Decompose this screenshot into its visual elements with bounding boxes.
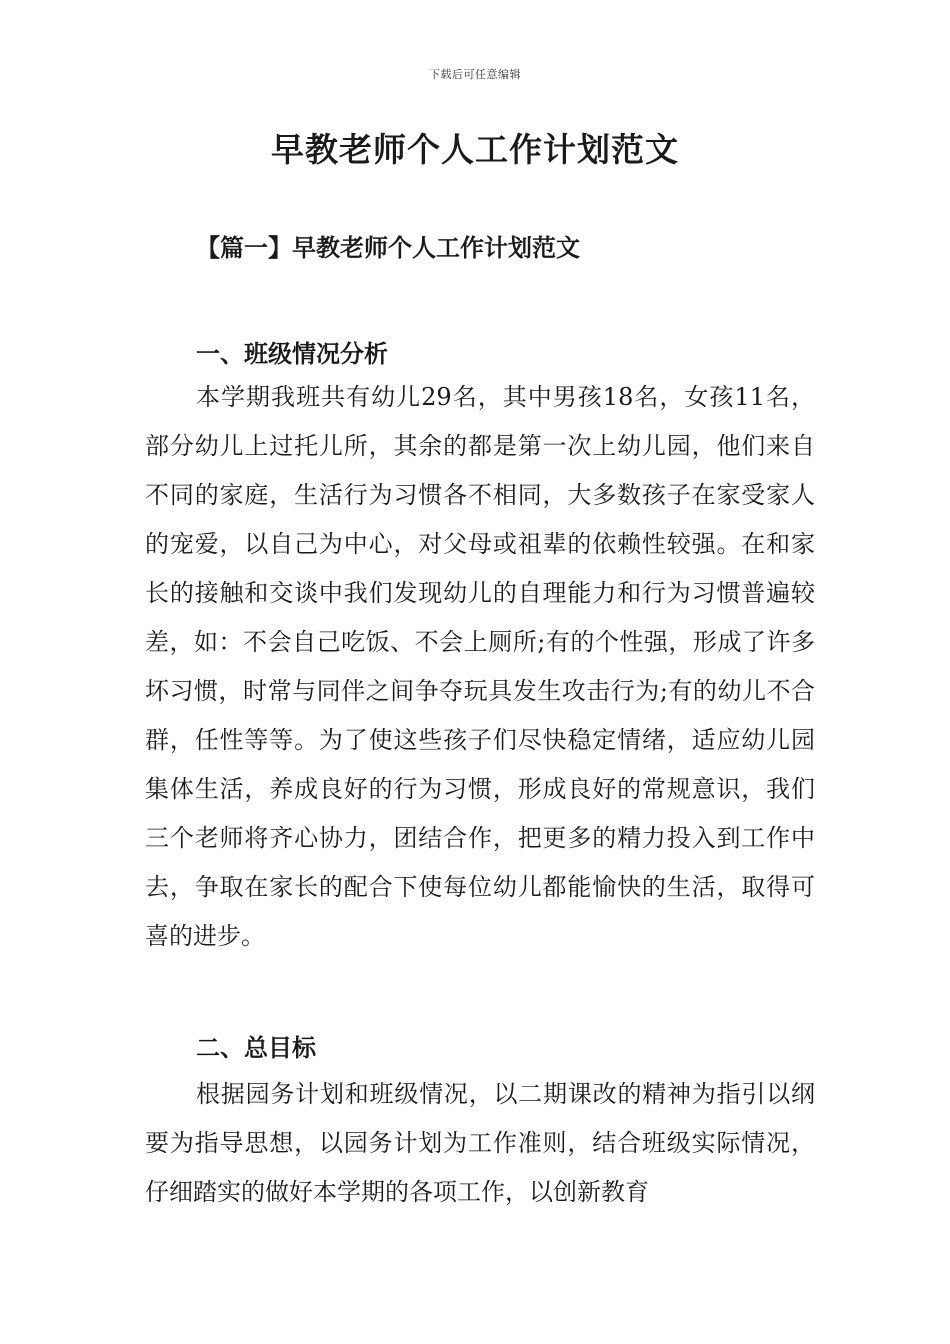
section-paragraph-1: 本学期我班共有幼儿29名，其中男孩18名，女孩11名，部分幼儿上过托儿所，其余的都是第一次上幼儿园，他们来自不同的家庭，生活行为习惯各不相同，大多数孩子在家受家人的宠爱，以自己为中心，对父母或祖辈的依赖性较强。在和家长的接触和交谈中我们发现幼儿的自理能力和行为习惯普遍较差，如：不会自己吃饭、不会上厕所;有的个性强，形成了许多坏习惯，时常与同伴之间争夺玩具发生攻击行为;有的幼儿不合群，任性等等。为了使这些孩子们尽快稳定情绪，适应幼儿园集体生活，养成良好的行为习惯，形成良好的常规意识，我们三个老师将齐心协力，团结合作，把更多的精力投入到工作中去，争取在家长的配合下使每位幼儿都能愉快的生活，取得可喜的进步。: [145, 383, 815, 950]
document-title: 早教老师个人工作计划范文: [271, 130, 679, 169]
section-paragraph-2: 根据园务计划和班级情况，以二期课改的精神为指引以纲要为指导思想，以园务计划为工作准则，结合班级实际情况，仔细踏实的做好本学期的各项工作，以创新教育: [145, 1080, 815, 1206]
header-note: 下载后可任意编辑: [429, 68, 521, 81]
document-subtitle: 【篇一】早教老师个人工作计划范文: [196, 233, 580, 262]
section-heading-2: 二、总目标: [196, 1033, 316, 1062]
section-heading-1: 一、班级情况分析: [196, 339, 388, 368]
